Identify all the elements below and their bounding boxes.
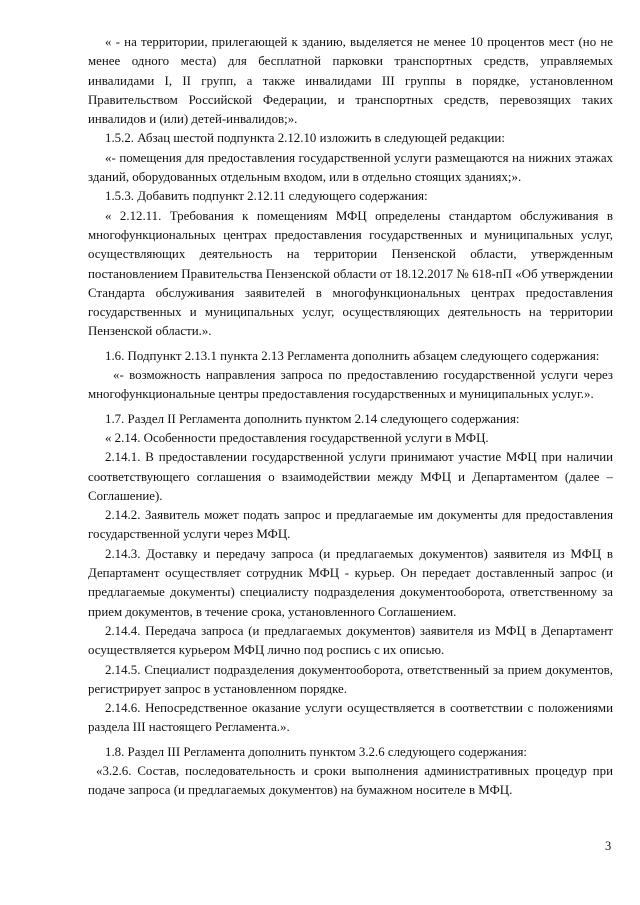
paragraph-1-8: 1.8. Раздел III Регламента дополнить пунктом 3.2.6 следующего содержания: bbox=[105, 744, 527, 759]
paragraph-1-5-2: 1.5.2. Абзац шестой подпункта 2.12.10 изложить в следующей редакции: bbox=[105, 131, 505, 146]
paragraph-1-7: 1.7. Раздел II Регламента дополнить пунктом 2.14 следующего содержания: bbox=[105, 411, 520, 426]
paragraph-2-14-4: 2.14.4. Передача запроса (и предлагаемых документов) заявителя из МФЦ в Департамент осуществляется курьером МФЦ лично под роспись с их описью. bbox=[88, 623, 613, 658]
paragraph-2-14-3: 2.14.3. Доставку и передачу запроса (и предлагаемых документов) заявителя из МФЦ в Департамент осуществляет сотрудник МФЦ - курьер. Он передает доставленный запрос (и предлагаемые документы) специалисту подразделения документооборота, ответственному за прием документов, в течение срока, установленного Соглашением. bbox=[88, 546, 613, 619]
page-number: 3 bbox=[605, 839, 612, 853]
paragraph-2-14-6: 2.14.6. Непосредственное оказание услуги осуществляется в соответствии с положениями раздела III настоящего Регламента.». bbox=[88, 701, 613, 735]
paragraph-3-2-6: «3.2.6. Состав, последовательность и сроки выполнения административных процедур при подаче запроса (и предлагаемых документов) на бумажном носителе в МФЦ. bbox=[88, 763, 613, 798]
paragraph-2-14-5: 2.14.5. Специалист подразделения документооборота, ответственный за прием документов, регистрирует запрос в установленном порядке. bbox=[88, 662, 613, 696]
paragraph-2-14: « 2.14. Особенности предоставления государственной услуги в МФЦ. bbox=[105, 430, 489, 445]
paragraph-premises: «- помещения для предоставления государственной услуги размещаются на нижних этажах зданий, оборудованных отдельным входом, или в отдельно стоящих зданиях;». bbox=[88, 150, 613, 185]
paragraph-2-12-11: « 2.12.11. Требования к помещениям МФЦ определены стандартом обслуживания в многофункциональных центрах предоставления государственных и муниципальных услуг, осуществляющих деятельность на территории Пензенской области, утвержденным постановлением Правительства Пензенской области от 18.12.2017 № 618-пП «Об утверждении Стандарта обслуживания заявителей в многофункциональных центрах предоставления государственных и муниципальных услуг, осуществляющих деятельность на территории Пензенской области.». bbox=[88, 208, 613, 339]
paragraph-2-14-1: 2.14.1. В предоставлении государственной услуги принимают участие МФЦ при наличии соответствующего соглашения о взаимодействии между МФЦ и Департаментом (далее – Соглашение). bbox=[88, 450, 613, 503]
document-page bbox=[88, 33, 613, 801]
paragraph-1-6: 1.6. Подпункт 2.13.1 пункта 2.13 Регламента дополнить абзацем следующего содержания: bbox=[105, 348, 600, 363]
paragraph-2-14-2: 2.14.2. Заявитель может подать запрос и предлагаемые им документы для предоставления государственной услуги через МФЦ. bbox=[88, 508, 613, 542]
paragraph-parking: « - на территории, прилегающей к зданию, выделяется не менее 10 процентов мест (но не менее одного места) для бесплатной парковки транспортных средств, управляемых инвалидами I, II групп, а также инвалидами III группы в порядке, установленном Правительством Российской Федерации, и транспортных средств, перевозящих таких инвалидов и (или) детей-инвалидов;». bbox=[88, 35, 613, 127]
paragraph-request-option: «- возможность направления запроса по предоставлению государственной услуги через многофункциональные центры предоставления государственных и муниципальных услуг.». bbox=[88, 368, 613, 402]
paragraph-1-5-3: 1.5.3. Добавить подпункт 2.12.11 следующего содержания: bbox=[105, 189, 428, 204]
